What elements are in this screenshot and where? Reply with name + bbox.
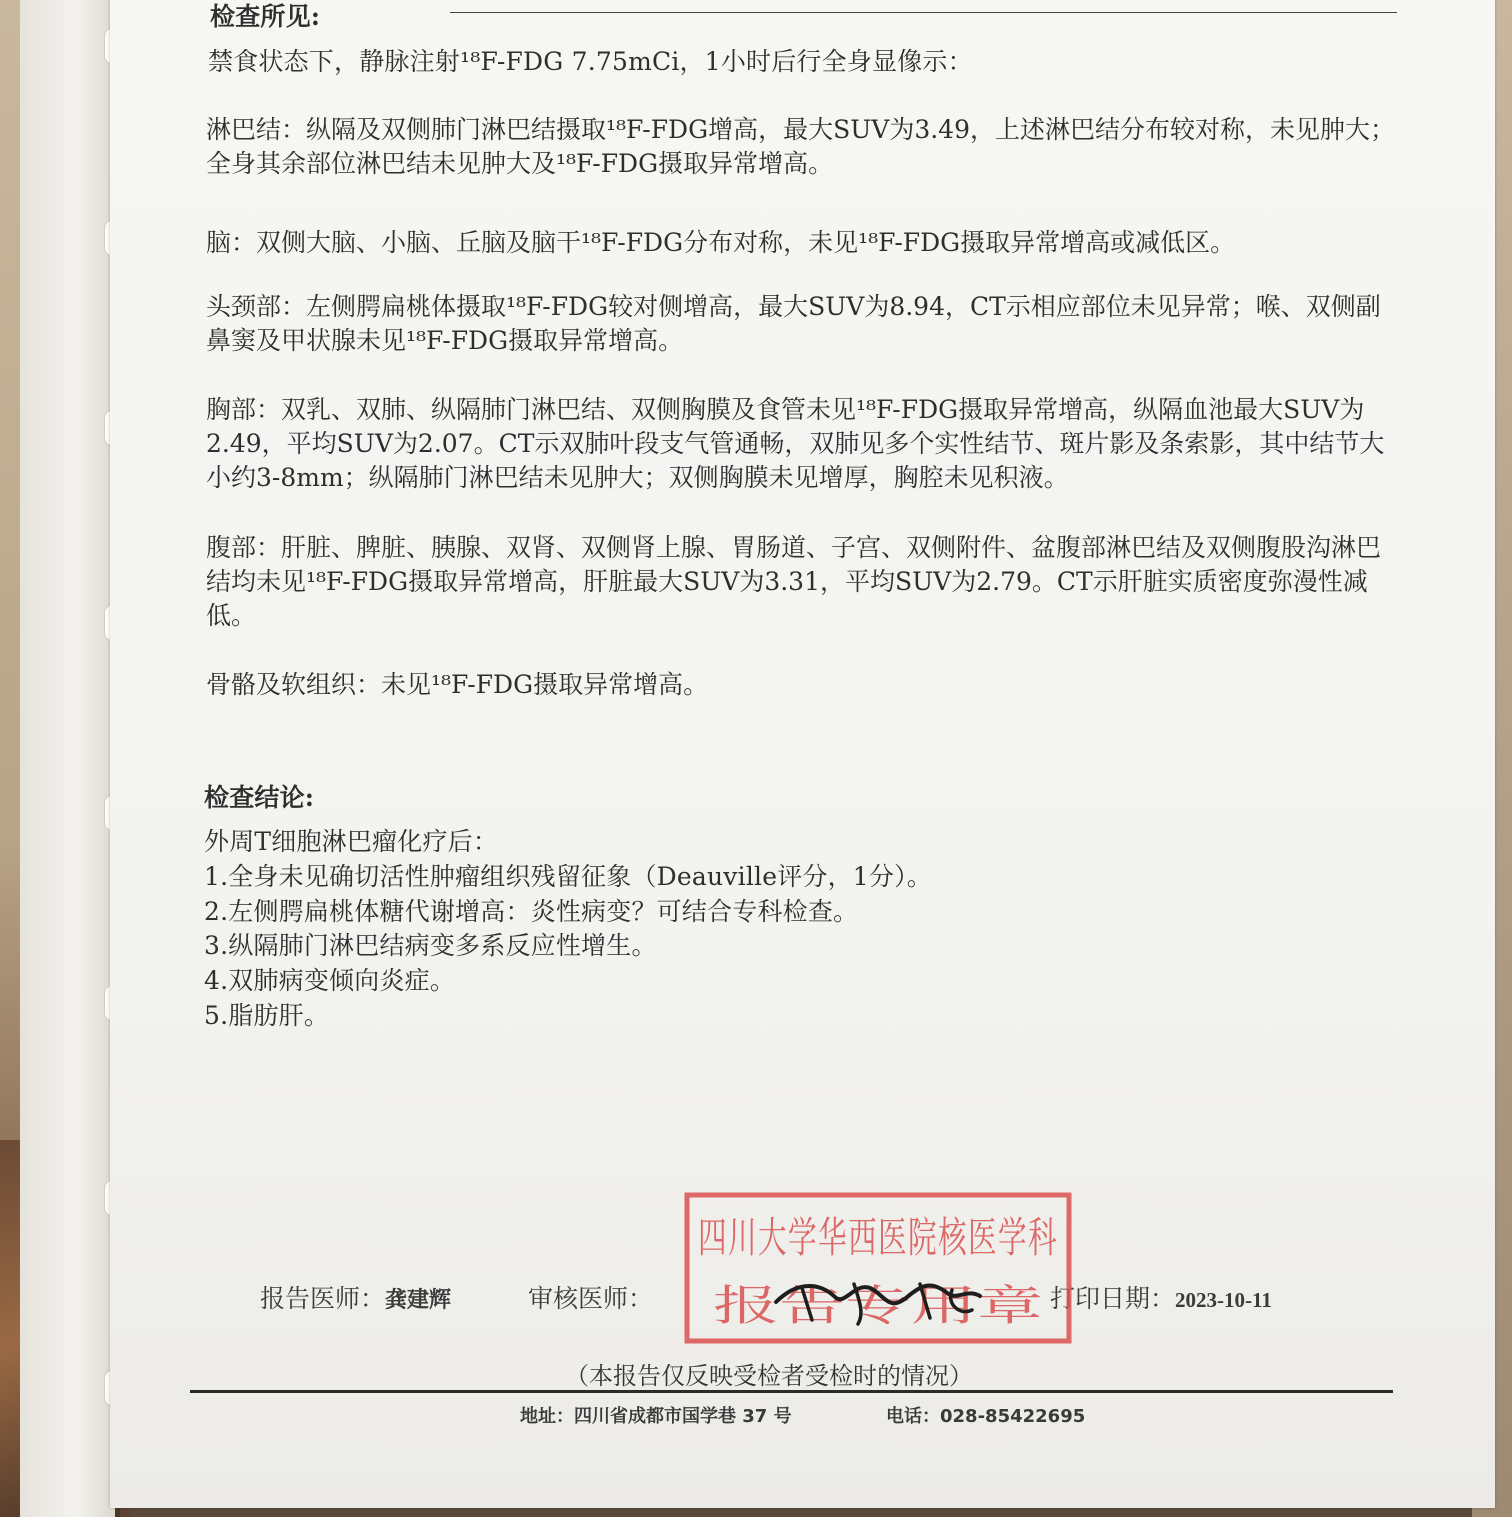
print-date — [1050, 1282, 1272, 1317]
report-page — [110, 0, 1495, 1508]
conclusion-diagnosis: 外周T细胞淋巴瘤化疗后： — [204, 827, 499, 856]
findings-abdomen: 腹部：肝脏、脾脏、胰腺、双肾、双侧肾上腺、胃肠道、子宫、双侧附件、盆腹部淋巴结及双侧腹股沟淋巴结均未见¹⁸F-FDG摄取异常增高，肝脏最大SUV为3.31，平均SUV为2.79。CT示肝脏实质密度弥漫性减低。 — [206, 533, 1382, 630]
findings-chest: 胸部：双乳、双肺、纵隔肺门淋巴结、双侧胸膜及食管未见¹⁸F-FDG摄取异常增高，纵隔血池最大SUV为2.49，平均SUV为2.07。CT示双肺叶段支气管通畅，双肺见多个实性结节、斑片影及条索影，其中结节大小约3-8mm；纵隔肺门淋巴结未见肿大；双侧胸膜未见增厚，胸腔未见积液。 — [206, 395, 1385, 492]
findings-brain: 脑：双侧大脑、小脑、丘脑及脑干¹⁸F-FDG分布对称，未见¹⁸F-FDG摄取异常增高或减低区。 — [206, 228, 1236, 257]
print-date-label: 打印日期： — [1050, 1284, 1176, 1313]
binder-strip — [20, 0, 115, 1517]
report-doctor-name: 龚建辉 — [385, 1288, 452, 1313]
conclusion-item: 5.脂肪肝。 — [204, 1001, 330, 1030]
findings-heading: 检查所见: — [210, 2, 321, 31]
findings-head-neck: 头颈部：左侧腭扁桃体摄取¹⁸F-FDG较对侧增高，最大SUV为8.94，CT示相应部位未见异常；喉、双侧副鼻窦及甲状腺未见¹⁸F-FDG摄取异常增高。 — [206, 292, 1381, 355]
conclusion-heading: 检查结论: — [204, 783, 315, 812]
top-divider — [450, 12, 1397, 13]
seal-line-1: 四川大学华西医院核医学科 — [698, 1213, 1058, 1262]
hospital-phone: 电话：028-85422695 — [886, 1406, 1086, 1427]
seal-line-2: 报告专用章 — [713, 1281, 1043, 1330]
conclusion-item: 4.双肺病变倾向炎症。 — [204, 966, 456, 995]
conclusion-item: 1.全身未见确切活性肿瘤组织残留征象（Deauville评分，1分）。 — [204, 862, 933, 891]
conclusion-item: 3.纵隔肺门淋巴结病变多系反应性增生。 — [204, 931, 657, 960]
print-date-value: 2023-10-11 — [1175, 1288, 1272, 1312]
findings-bone: 骨骼及软组织：未见¹⁸F-FDG摄取异常增高。 — [206, 670, 709, 699]
hospital-address: 地址：四川省成都市国学巷 37 号 — [520, 1406, 792, 1427]
bottom-divider — [190, 1390, 1393, 1393]
findings-intro: 禁食状态下，静脉注射¹⁸F-FDG 7.75mCi，1小时后行全身显像示： — [208, 47, 973, 76]
report-doctor — [260, 1282, 451, 1318]
conclusion-item: 2.左侧腭扁桃体糖代谢增高：炎性病变？可结合专科检查。 — [204, 897, 859, 926]
review-doctor-label: 审核医师： — [528, 1284, 654, 1313]
report-doctor-label: 报告医师： — [260, 1284, 386, 1313]
official-seal — [684, 1192, 1072, 1344]
findings-lymph-nodes: 淋巴结：纵隔及双侧肺门淋巴结摄取¹⁸F-FDG增高，最大SUV为3.49，上述淋巴结分布较对称，未见肿大；全身其余部位淋巴结未见肿大及¹⁸F-FDG摄取异常增高。 — [206, 115, 1395, 178]
report-disclaimer: （本报告仅反映受检者受检时的情况） — [565, 1362, 973, 1390]
